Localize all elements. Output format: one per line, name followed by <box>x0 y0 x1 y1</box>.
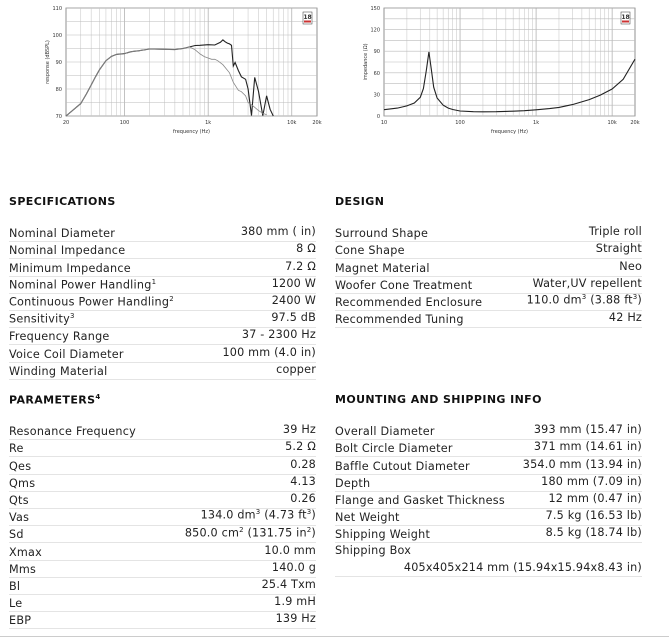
mounting-row-label <box>335 544 411 557</box>
footnote-marker: 2 <box>169 295 174 304</box>
row-value-text: copper <box>276 362 316 376</box>
parameters-row-value <box>185 526 316 540</box>
specifications-row-value <box>241 225 316 238</box>
y-tick-label: 90 <box>373 49 380 56</box>
mounting-row <box>335 440 642 457</box>
row-label-text: Qes <box>9 459 32 473</box>
parameters-row-value <box>274 595 316 608</box>
parameters-row-value <box>290 458 316 471</box>
parameters-row-value <box>290 475 316 488</box>
row-value-text: Neo <box>619 259 642 273</box>
mounting-row-value <box>404 561 642 574</box>
x-tick-label: 10k <box>287 120 297 126</box>
row-value-text: 25.4 Txm <box>261 577 316 591</box>
parameters-row-value <box>285 440 316 453</box>
specifications-row <box>9 242 316 259</box>
row-label-text: Net Weight <box>335 511 400 525</box>
x-axis-label: frequency (Hz) <box>491 129 528 135</box>
parameters-row-label <box>9 511 29 524</box>
unit-exponent: 3 <box>581 293 587 302</box>
mounting-row <box>335 509 642 526</box>
row-label-text: Qts <box>9 493 29 507</box>
y-tick-label: 30 <box>373 92 380 99</box>
row-label-text: Flange and Gasket Thickness <box>335 493 505 507</box>
row-value-text: 0.26 <box>290 491 316 505</box>
mounting-row-label <box>335 528 430 541</box>
parameters-row-value <box>276 612 316 625</box>
y-tick-label: 100 <box>52 33 62 39</box>
mounting-row-label <box>335 425 435 438</box>
row-value-text: 97.5 dB <box>271 311 316 325</box>
design-row-value <box>527 293 642 307</box>
y-axis-label: impedance (Ω) <box>363 43 369 81</box>
mounting-row <box>335 457 642 474</box>
row-label-text: Minimum Impedance <box>9 261 131 275</box>
row-label-text: Magnet Material <box>335 261 430 275</box>
logo-mark: 18 <box>621 14 630 21</box>
parameters-row-label <box>9 528 24 541</box>
row-value-text: 134.0 dm <box>200 509 256 523</box>
specifications-row-value <box>272 277 316 290</box>
specifications-row <box>9 311 316 328</box>
parameters-row-value <box>272 561 316 574</box>
row-value-text: 380 mm ( in) <box>240 225 316 239</box>
design-row-label <box>335 244 405 257</box>
specifications-row-label <box>9 365 107 378</box>
x-tick-label: 1k <box>533 120 540 126</box>
parameters-row-label <box>9 597 22 610</box>
footnote-marker: 3 <box>70 312 75 321</box>
design-row-label <box>335 296 482 309</box>
mounting-row-label <box>335 511 400 524</box>
specifications-row-label <box>9 278 156 292</box>
specifications-row <box>9 345 316 362</box>
row-label-text: Recommended Enclosure <box>335 295 483 309</box>
row-value-text: 1200 W <box>271 276 316 290</box>
specifications-row-value <box>242 328 316 341</box>
parameters-row-label <box>9 546 42 559</box>
row-label-text: Recommended Tuning <box>335 313 464 327</box>
mounting-title: MOUNTING AND SHIPPING INFO <box>335 393 542 406</box>
specifications-row <box>9 259 316 276</box>
impedance-chart <box>345 0 645 140</box>
specifications-row-value <box>285 260 316 273</box>
parameters-row-label <box>9 494 29 507</box>
specifications-row-label <box>9 330 110 343</box>
row-label-text: Overall Diameter <box>335 425 435 439</box>
parameters-row-value <box>290 492 316 505</box>
parameters-title-footnote: 4 <box>95 393 101 401</box>
x-tick-label: 20k <box>630 120 640 126</box>
design-row-value <box>533 277 642 290</box>
row-label-text: Mms <box>9 562 37 576</box>
mounting-row <box>335 475 642 492</box>
parameters-row <box>9 561 316 578</box>
row-value-text: 7.2 Ω <box>285 259 316 273</box>
specifications-row-label <box>9 262 131 275</box>
row-value-text: 405x405x214 mm (15.94x15.94x8.43 in) <box>403 561 642 575</box>
design-row <box>335 225 642 242</box>
row-label-text: Surround Shape <box>335 227 429 241</box>
specifications-row-value <box>272 294 316 307</box>
parameters-row <box>9 423 316 440</box>
design-row <box>335 311 642 328</box>
specifications-row <box>9 277 316 294</box>
x-tick-label: 1k <box>205 120 212 126</box>
row-value-text: 7.5 kg (16.53 lb) <box>545 509 642 523</box>
mounting-row <box>335 526 642 543</box>
parameters-title <box>9 393 101 407</box>
row-value-text: 393 mm (15.47 in) <box>533 423 642 437</box>
row-value-text: (131.75 in <box>243 526 307 540</box>
row-label-text: Baffle Cutout Diameter <box>335 459 470 473</box>
row-value-text: 10.0 mm <box>264 543 316 557</box>
y-tick-label: 120 <box>370 27 380 34</box>
parameters-row <box>9 492 316 509</box>
row-value-text: 8.5 kg (18.74 lb) <box>545 526 642 540</box>
row-label-text: Winding Material <box>9 364 108 378</box>
row-value-text: 2400 W <box>271 293 316 307</box>
parameters-row <box>9 578 316 595</box>
y-tick-label: 70 <box>55 114 62 120</box>
specifications-row-label <box>9 348 124 361</box>
mounting-row-label <box>335 460 470 473</box>
y-tick-label: 60 <box>373 70 380 77</box>
y-tick-label: 90 <box>55 60 62 66</box>
design-row-value <box>596 242 642 255</box>
design-row <box>335 259 642 276</box>
design-row-value <box>619 260 642 273</box>
design-row-label <box>335 262 430 275</box>
design-row-label <box>335 227 428 240</box>
specifications-row-label <box>9 227 115 240</box>
design-row-label <box>335 279 472 292</box>
parameters-row <box>9 612 316 629</box>
specifications-title: SPECIFICATIONS <box>9 195 116 208</box>
specifications-row <box>9 225 316 242</box>
parameters-row <box>9 526 316 543</box>
logo-bar <box>304 21 311 23</box>
parameters-row-label <box>9 460 31 473</box>
row-value-text: 354.0 mm (13.94 in) <box>522 457 642 471</box>
logo-mark: 18 <box>303 14 312 21</box>
y-tick-label: 0 <box>376 114 380 120</box>
row-value-text: 371 mm (14.61 in) <box>533 440 642 454</box>
mounting-row <box>335 543 642 577</box>
mounting-row <box>335 423 642 440</box>
mounting-row-value <box>541 475 642 488</box>
row-label-text: Resonance Frequency <box>9 425 136 439</box>
row-value-text: 0.28 <box>290 457 316 471</box>
parameters-row <box>9 440 316 457</box>
parameters-row-value <box>283 423 316 436</box>
parameters-row <box>9 595 316 612</box>
specifications-table <box>9 225 316 380</box>
row-label-text: Xmax <box>9 545 43 559</box>
x-tick-label: 20k <box>312 120 322 126</box>
design-row-value <box>589 225 642 238</box>
x-tick-label: 20 <box>62 120 70 126</box>
y-tick-label: 150 <box>370 6 380 12</box>
mounting-table <box>335 423 642 577</box>
mounting-row-label <box>335 494 505 507</box>
row-label-text: Continuous Power Handling <box>9 295 170 309</box>
specifications-row-value <box>276 363 316 376</box>
mounting-row-value <box>523 458 642 471</box>
row-value-text: 37 - 2300 Hz <box>241 328 316 342</box>
row-value-text: 5.2 Ω <box>285 440 316 454</box>
y-axis-label: response (dBSPL) <box>45 40 51 84</box>
row-value-text: (3.88 ft <box>586 293 633 307</box>
x-tick-label: 100 <box>119 120 130 126</box>
x-tick-label: 100 <box>455 120 465 126</box>
specifications-row-value <box>271 311 316 324</box>
unit-exponent: 2 <box>239 525 244 534</box>
brand-logo <box>621 12 630 24</box>
row-label-text: Voice Coil Diameter <box>9 347 124 361</box>
unit-exponent: 3 <box>306 508 312 517</box>
unit-exponent: 3 <box>632 293 638 302</box>
row-label-text: Woofer Cone Treatment <box>335 278 473 292</box>
design-row-label <box>335 313 464 326</box>
row-label-text: Sensitivity <box>9 313 70 327</box>
row-value-text: 100 mm (4.0 in) <box>222 345 316 359</box>
parameters-row-label <box>9 425 136 438</box>
specifications-row <box>9 328 316 345</box>
parameters-row-value <box>201 508 316 522</box>
page-bottom-rule <box>0 636 669 637</box>
row-value-text: 4.13 <box>290 474 316 488</box>
mounting-row-value <box>534 440 642 453</box>
parameters-row-value <box>262 578 316 591</box>
row-value-text: Straight <box>595 242 642 256</box>
row-value-text: ) <box>311 526 316 540</box>
parameters-title-text: PARAMETERS <box>9 393 96 407</box>
row-value-text: 850.0 cm <box>184 526 240 540</box>
y-tick-label: 110 <box>52 6 62 12</box>
row-label-text: Vas <box>9 511 30 525</box>
row-value-text: 39 Hz <box>282 423 316 437</box>
row-label-text: Frequency Range <box>9 330 110 344</box>
row-label-text: Qms <box>9 476 36 490</box>
footnote-marker: 1 <box>151 278 157 287</box>
brand-logo <box>303 12 312 24</box>
row-value-text: 8 Ω <box>296 242 316 256</box>
row-label-text: Nominal Power Handling <box>9 278 152 292</box>
parameters-row-label <box>9 477 35 490</box>
unit-exponent: 3 <box>255 508 261 517</box>
row-value-text: ) <box>637 293 642 307</box>
row-value-text: 42 Hz <box>608 311 642 325</box>
parameters-table <box>9 423 316 629</box>
mounting-row <box>335 492 642 509</box>
row-label-text: Depth <box>335 476 371 490</box>
unit-exponent: 2 <box>306 525 312 534</box>
design-row <box>335 277 642 294</box>
specifications-row-value <box>296 242 316 255</box>
x-tick-label: 10 <box>380 120 388 126</box>
frequency-response-chart <box>30 0 330 140</box>
row-label-text: Nominal Diameter <box>9 227 116 241</box>
parameters-row <box>9 475 316 492</box>
row-value-text: (4.73 ft <box>260 509 307 523</box>
design-table <box>335 225 642 328</box>
row-label-text: Cone Shape <box>335 244 405 258</box>
mounting-row-value <box>546 509 642 522</box>
specifications-row <box>9 363 316 380</box>
row-label-text: Sd <box>9 528 24 542</box>
row-value-text: Water,UV repellent <box>532 276 642 290</box>
specifications-row-value <box>222 346 316 359</box>
specifications-row <box>9 294 316 311</box>
parameters-row <box>9 457 316 474</box>
row-value-text: 12 mm (0.47 in) <box>548 491 642 505</box>
specifications-row-label <box>9 295 174 309</box>
parameters-row-label <box>9 563 36 576</box>
parameters-row <box>9 543 316 560</box>
specifications-row-label <box>9 312 75 326</box>
row-label-text: EBP <box>9 614 32 628</box>
row-label-text: Bolt Circle Diameter <box>335 442 453 456</box>
design-title: DESIGN <box>335 195 385 208</box>
row-label-text: Re <box>9 442 24 456</box>
parameters-row-value <box>264 544 316 557</box>
specifications-row-label <box>9 244 125 257</box>
parameters-row-label <box>9 442 24 455</box>
row-label-text: Shipping Weight <box>335 528 431 542</box>
design-row-value <box>609 311 642 324</box>
mounting-row-value <box>546 526 642 539</box>
mounting-row-label <box>335 442 453 455</box>
parameters-row <box>9 509 316 526</box>
mounting-row-value <box>534 423 642 436</box>
mounting-row-label <box>335 477 370 490</box>
row-value-text: 180 mm (7.09 in) <box>541 474 642 488</box>
row-value-text: 139 Hz <box>275 612 316 626</box>
parameters-row-label <box>9 580 20 593</box>
row-label-text: Bl <box>9 579 21 593</box>
design-row <box>335 294 642 311</box>
row-value-text: 140.0 g <box>271 560 316 574</box>
design-row <box>335 242 642 259</box>
x-tick-label: 10k <box>607 120 617 126</box>
y-tick-label: 80 <box>55 87 62 93</box>
row-value-text: ) <box>311 509 316 523</box>
row-label-text: Nominal Impedance <box>9 244 126 258</box>
mounting-row-value <box>548 492 642 505</box>
parameters-row-label <box>9 614 31 627</box>
row-value-text: 110.0 dm <box>526 293 582 307</box>
x-axis-label: frequency (Hz) <box>173 129 210 135</box>
row-label-text: Shipping Box <box>335 544 412 558</box>
row-value-text: 1.9 mH <box>274 595 316 609</box>
logo-bar <box>622 21 629 23</box>
row-label-text: Le <box>9 597 23 611</box>
row-value-text: Triple roll <box>588 225 642 239</box>
